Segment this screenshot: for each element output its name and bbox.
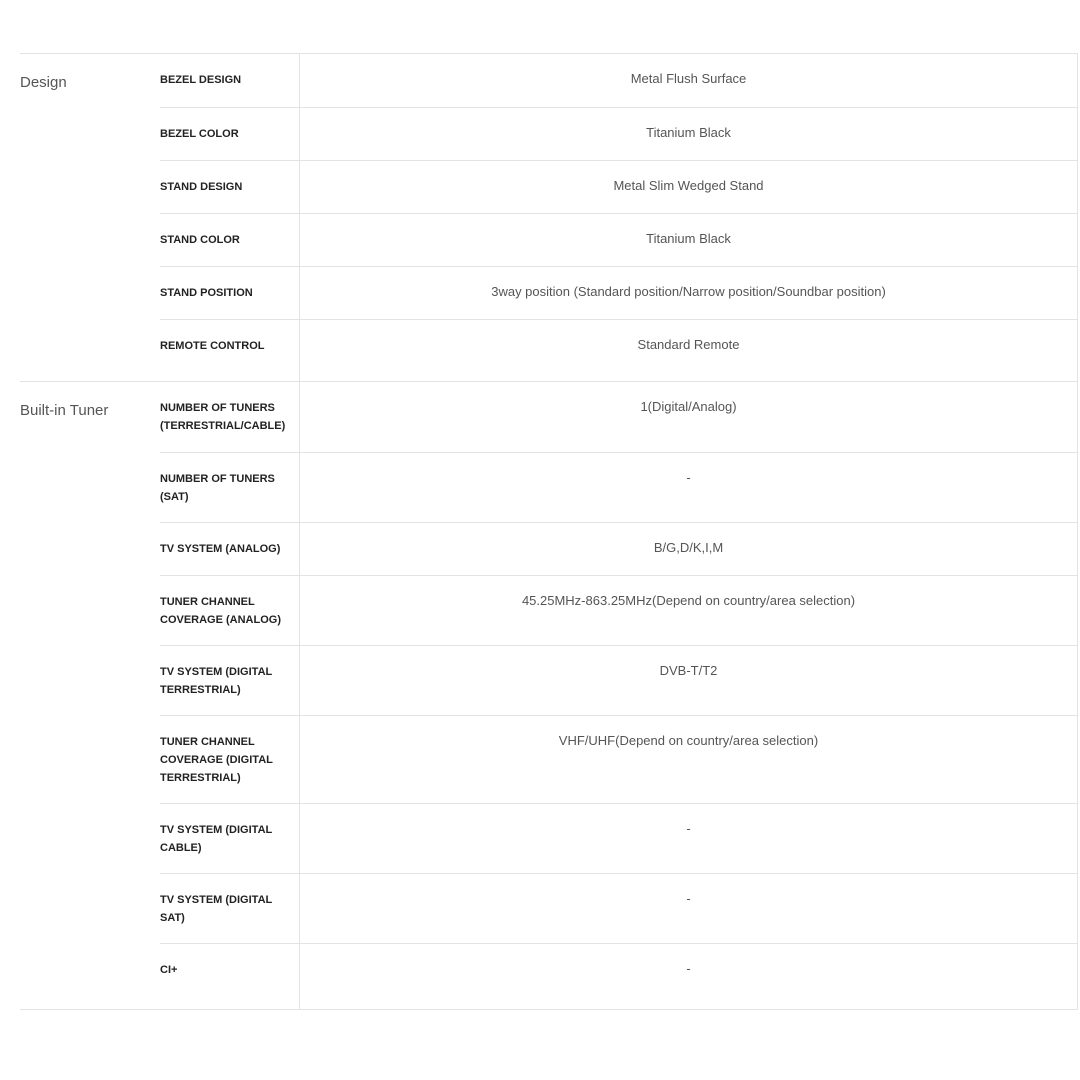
spec-row — [160, 382, 1078, 452]
spec-row — [160, 266, 1078, 319]
spec-value: 3way position (Standard position/Narrow position/Soundbar position) — [300, 267, 1078, 319]
section-title: Built-in Tuner — [20, 402, 109, 419]
spec-row — [160, 160, 1078, 213]
spec-row — [160, 575, 1078, 645]
section-rows — [160, 54, 1078, 381]
spec-row — [160, 522, 1078, 575]
spec-label: STAND POSITION — [160, 267, 300, 319]
spec-row — [160, 452, 1078, 522]
section-title: Design — [20, 74, 67, 91]
spec-value: Metal Slim Wedged Stand — [300, 161, 1078, 213]
section-rows — [160, 382, 1078, 1009]
spec-label: NUMBER OF TUNERS (TERRESTRIAL/CABLE) — [160, 382, 300, 452]
spec-value: - — [300, 453, 1078, 522]
spec-row — [160, 54, 1078, 107]
spec-section-design — [20, 53, 1078, 381]
spec-label: STAND COLOR — [160, 214, 300, 266]
spec-row — [160, 943, 1078, 1009]
spec-value: - — [300, 804, 1078, 873]
spec-value: Titanium Black — [300, 214, 1078, 266]
spec-row — [160, 803, 1078, 873]
spec-value: Metal Flush Surface — [300, 54, 1078, 107]
spec-label: REMOTE CONTROL — [160, 320, 300, 381]
spec-label: CI+ — [160, 944, 300, 1009]
spec-label: NUMBER OF TUNERS (SAT) — [160, 453, 300, 522]
spec-row — [160, 645, 1078, 715]
spec-value: - — [300, 944, 1078, 1009]
spec-value: 45.25MHz-863.25MHz(Depend on country/area selection) — [300, 576, 1078, 645]
spec-value: - — [300, 874, 1078, 943]
spec-row — [160, 715, 1078, 803]
spec-section-built-in-tuner — [20, 381, 1078, 1010]
spec-value: 1(Digital/Analog) — [300, 382, 1078, 452]
spec-label: TUNER CHANNEL COVERAGE (DIGITAL TERRESTRIAL) — [160, 716, 300, 803]
spec-table — [20, 53, 1078, 1010]
spec-label: TUNER CHANNEL COVERAGE (ANALOG) — [160, 576, 300, 645]
spec-value: VHF/UHF(Depend on country/area selection) — [300, 716, 1078, 803]
spec-row — [160, 873, 1078, 943]
spec-row — [160, 213, 1078, 266]
spec-value: Standard Remote — [300, 320, 1078, 381]
spec-value: DVB-T/T2 — [300, 646, 1078, 715]
spec-row — [160, 107, 1078, 160]
spec-value: B/G,D/K,I,M — [300, 523, 1078, 575]
spec-row — [160, 319, 1078, 381]
spec-label: TV SYSTEM (DIGITAL SAT) — [160, 874, 300, 943]
spec-value: Titanium Black — [300, 108, 1078, 160]
spec-label: BEZEL DESIGN — [160, 54, 300, 107]
spec-label: STAND DESIGN — [160, 161, 300, 213]
spec-label: TV SYSTEM (ANALOG) — [160, 523, 300, 575]
spec-label: BEZEL COLOR — [160, 108, 300, 160]
spec-label: TV SYSTEM (DIGITAL CABLE) — [160, 804, 300, 873]
spec-label: TV SYSTEM (DIGITAL TERRESTRIAL) — [160, 646, 300, 715]
